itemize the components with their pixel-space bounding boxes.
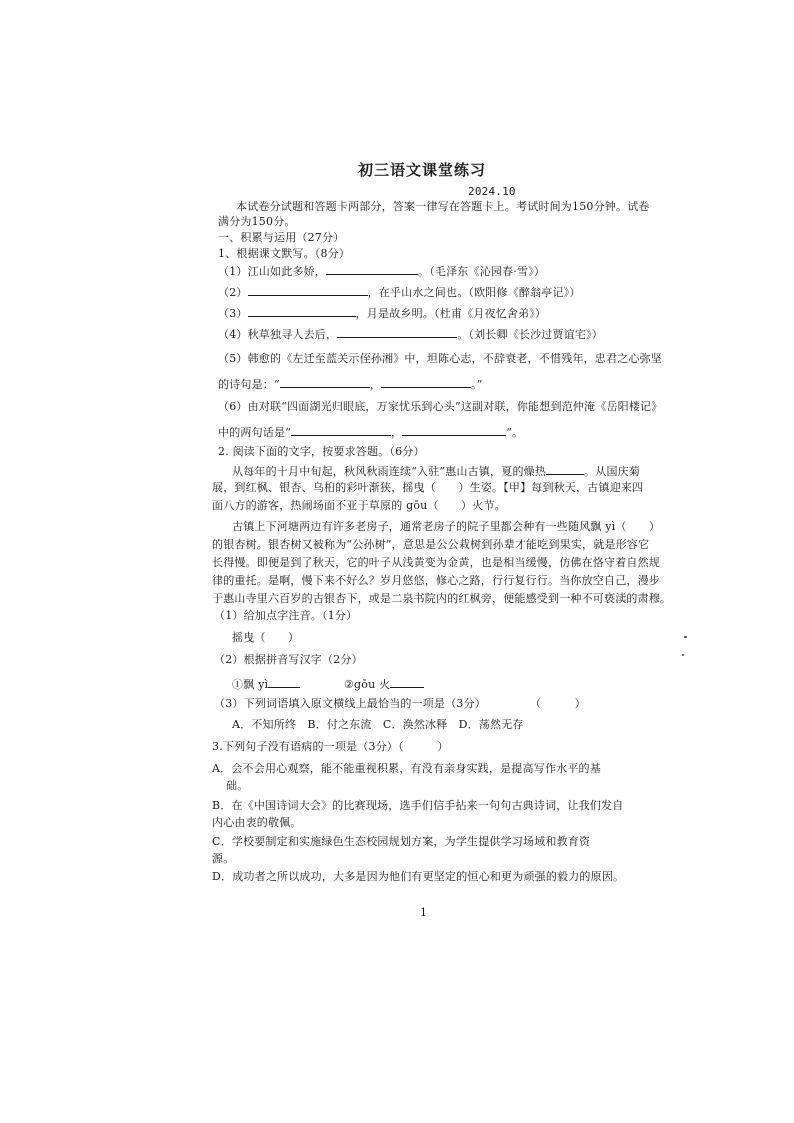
answer-blank[interactable] [248,305,356,317]
option-c-line-2: 源。 [212,852,235,865]
exam-date: 2024.10 [468,185,516,198]
answer-blank[interactable] [337,326,457,338]
q1-item-1-suffix: 。（毛泽东《沁园春·雪》） [418,265,546,278]
answer-blank[interactable] [381,376,471,388]
q1-item-1-prefix: （1）江山如此多娇， [218,265,326,278]
question-2-heading: 2. 阅读下面的文字，按要求答题。（6分） [218,445,425,458]
subquestion-3-heading: （3）下列词语填入原文横线上最恰当的一项是（3分） [214,697,486,710]
answer-blank[interactable] [390,676,424,688]
page-number: 1 [420,906,428,919]
question-1-heading: 1、根据课文默写。（8分） [218,247,351,260]
passage-p2-line-1: 古镇上下河塘两边有许多老房子，通常老房子的院子里都会种有一些随风飘 yì（ ） [232,520,661,533]
q1-item-6-prefix: 中的两句话是“ [218,426,292,439]
subquestion-1-item: 摇曳（ ） [232,631,300,644]
q1-item-5-line-2 [218,376,483,392]
q1-item-1 [218,263,545,279]
subquestion-2-item-b [344,676,424,692]
answer-blank[interactable] [326,263,418,275]
answer-blank[interactable] [248,284,368,296]
answer-blank[interactable] [291,424,391,436]
answer-blank[interactable] [546,463,584,475]
pinyin-prompt: ①飘 yì [232,678,269,691]
q1-item-4 [218,326,603,342]
q1-item-6-sep: ， [391,426,403,439]
answer-blank[interactable] [280,376,370,388]
passage-p1-line-3: 面八方的游客，热闹场面不亚于草原的 gōu（ ）火节。 [212,499,506,512]
q1-item-2-suffix: ，在乎山水之间也。（欧阳修《醉翁亭记》） [367,286,581,299]
page-title: 初三语文课堂练习 [358,161,487,179]
q1-item-4-prefix: （4）秋草独寻人去后， [218,328,338,341]
q1-item-2 [218,284,581,300]
passage-p2-line-3: 长得慢。即便是到了秋天，它的叶子从浅黄变为金黄，也是相当缓慢，仿佛在恪守着自然规 [212,556,660,569]
option-a-line-1: A．会不会用心观察，能不能重视积累，有没有亲身实践，是提高写作水平的基 [212,762,601,775]
q1-item-5-prefix: 的诗句是：“ [218,378,280,391]
q1-item-5-line-1: （5）韩愈的《左迁至蓝关示侄孙湘》中，坦陈心志，不辞衰老，不惜残年，忠君之心弥坚 [218,352,662,365]
q1-item-5-end: 。” [471,378,483,391]
intro-line-2: 满分为150分。 [218,215,296,228]
subquestion-1-heading: （1）给加点字注音。（1分） [214,609,358,622]
q1-item-3-prefix: （3） [218,307,248,320]
subquestion-2-item-a [232,676,300,692]
pinyin-prompt: ②gōu 火 [344,678,391,691]
intro-line-1: 本试卷分试题和答题卡两部分，答案一律写在答题卡上。考试时间为150分钟。试卷 [236,200,650,213]
passage-text: 从每年的十月中旬起，秋风秋雨连续“入驻”惠山古镇，夏的燥热 [232,465,547,478]
q1-item-2-prefix: （2） [218,286,248,299]
q1-item-5-sep: ， [369,378,382,391]
q1-item-6-line-2 [218,424,523,440]
question-3-heading: 3.下列句子没有语病的一项是（3分）（ ） [212,740,449,753]
passage-text: 。从国庆菊 [584,465,641,478]
passage-p2-line-2: 的银杏树。银杏树又被称为“公孙树”，意思是公公栽树到孙辈才能吃到果实，就是形容它 [212,538,650,551]
subquestion-2-heading: （2）根据拼音写汉字（2分） [214,653,363,666]
q1-item-3-suffix: ，月是故乡明。（杜甫《月夜忆舍弟》） [355,307,547,320]
option-d-line-1: D．成功者之所以成功，大多是因为他们有更坚定的恒心和更为顽强的毅力的原因。 [212,870,625,883]
passage-p1-line-2: 展，到红枫、银杏、乌桕的彩叶渐狭，摇曳（ ）生姿。【甲】每到秋天，古镇迎来四 [212,481,644,494]
answer-blank[interactable] [402,424,506,436]
passage-p2-line-5: 于惠山寺里六百岁的古银杏下，或是二泉书院内的红枫旁，便能感受到一种不可亵渎的肃穆。 [212,592,672,605]
passage-p2-line-4: 律的重托。是啊，慢下来不好么？岁月悠悠，修心之路，行行复行行。当你放空自己，漫步 [212,574,660,587]
subquestion-3-options: A．不知所终 B．付之东流 C．涣然冰释 D．荡然无存 [232,718,524,731]
q1-item-3 [218,305,546,321]
q1-item-6-line-1: （6）由对联“四面湖光归眼底，万家忧乐到心头”这副对联，你能想到范仲淹《岳阳楼记》 [218,400,663,413]
option-c-line-1: C．学校要制定和实施绿色生态校园规划方案，为学生提供学习场域和教育资 [212,835,591,848]
answer-blank[interactable] [268,676,300,688]
scan-speck [682,654,684,656]
option-b-line-2: 内心由衷的敬佩。 [212,816,302,829]
answer-paren[interactable]: （ ） [530,697,586,710]
option-b-line-1: B．在《中国诗词大会》的比赛现场，选手们信手拈来一句句古典诗词，让我们发自 [212,799,624,812]
q1-item-6-end: ”。 [506,426,524,439]
scan-speck [684,636,687,638]
option-a-line-2: 础。 [226,779,249,792]
q1-item-4-suffix: 。（刘长卿《长沙过贾谊宅》） [457,328,604,341]
passage-p1-line-1 [232,463,640,479]
section-heading: 一、积累与运用（27分） [218,231,345,244]
